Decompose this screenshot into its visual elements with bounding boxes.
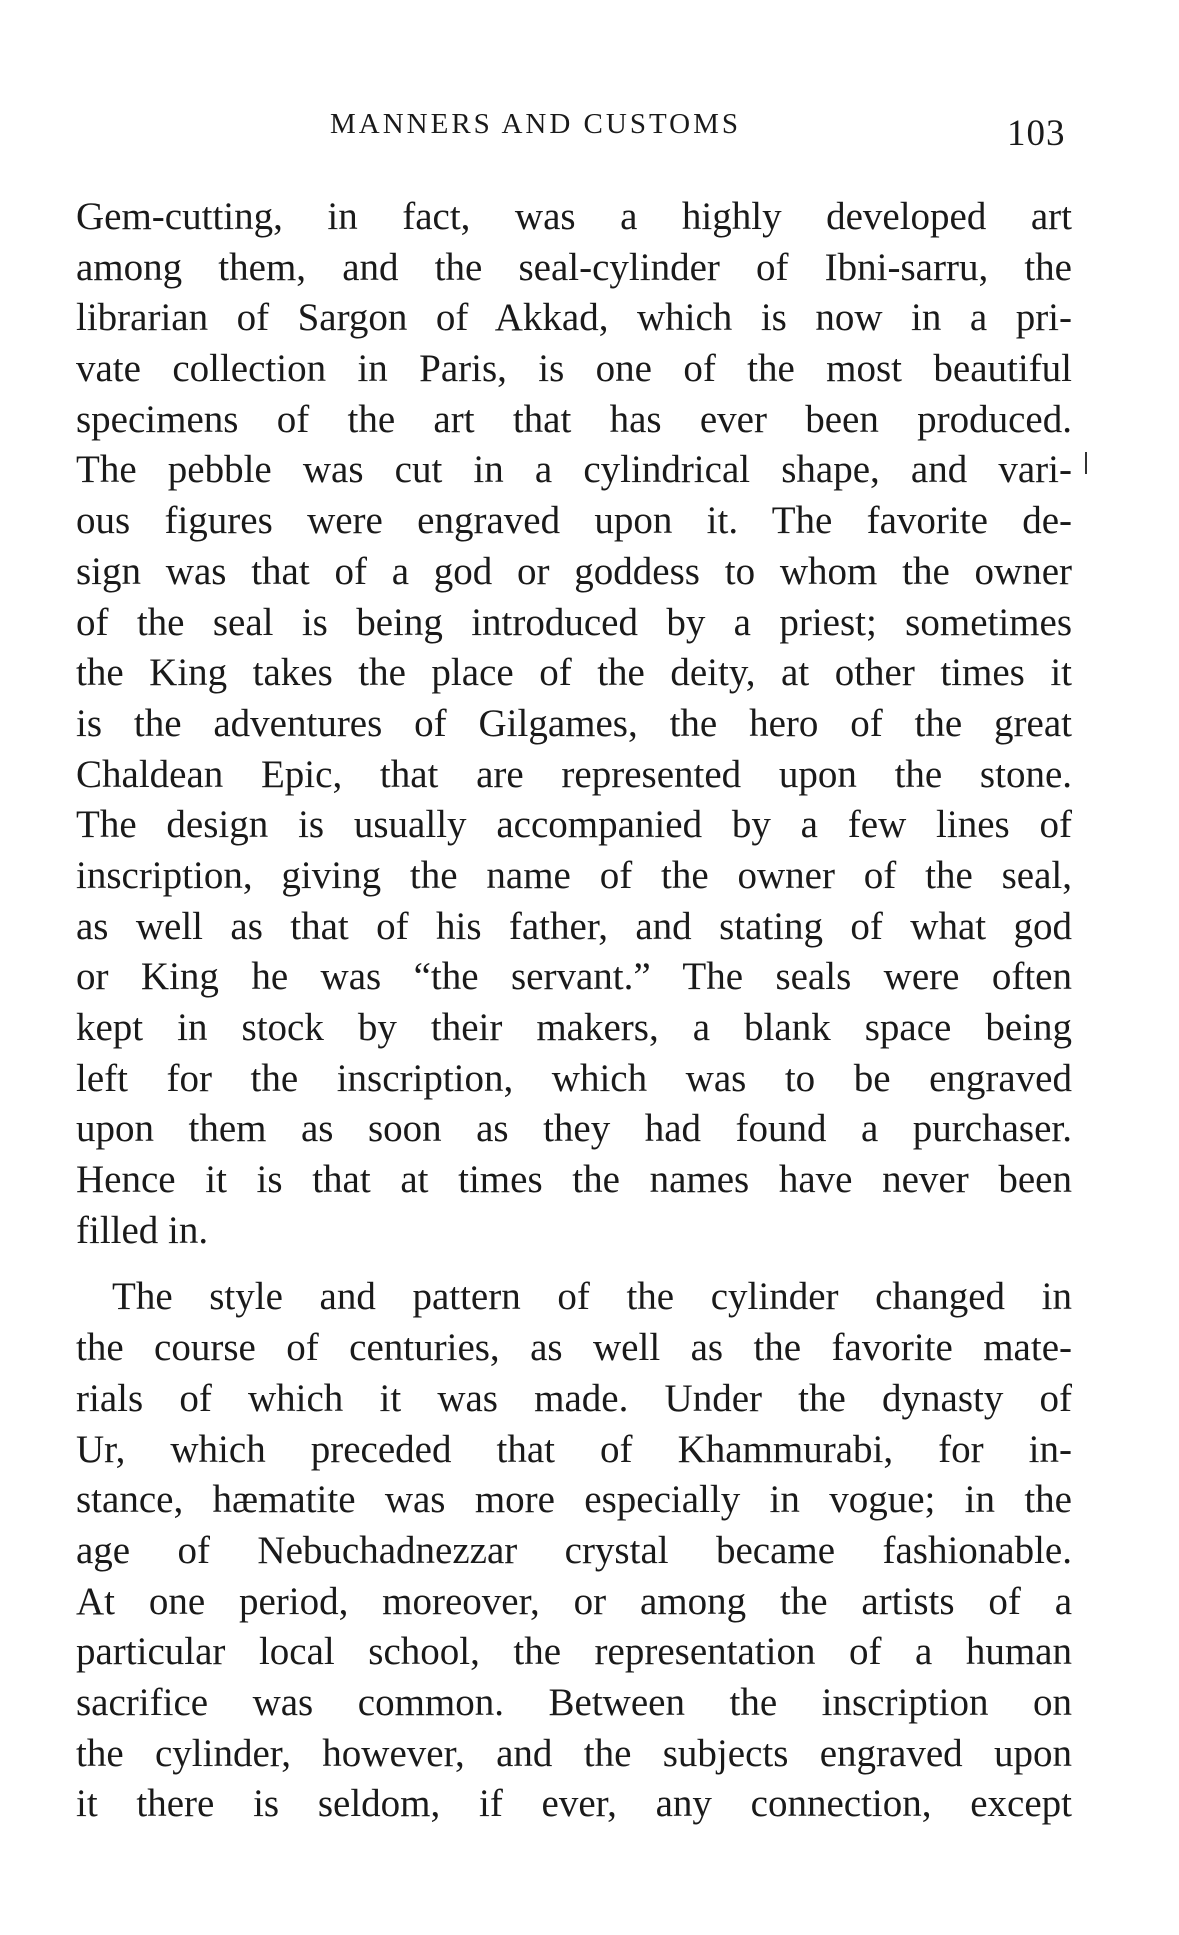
- text-line: The style and pattern of the cylinder changed in: [112, 1275, 1072, 1319]
- text-line: rials of which it was made. Under the dynasty of: [76, 1376, 1072, 1420]
- text-line: upon them as soon as they had found a purchaser.: [76, 1107, 1072, 1151]
- paragraph-gap: [76, 1256, 1072, 1272]
- text-line: of the seal is being introduced by a priest; sometimes: [76, 600, 1072, 644]
- text-line: The pebble was cut in a cylindrical shape, and vari-: [76, 448, 1072, 492]
- text-line: The design is usually accompanied by a few lines of: [76, 803, 1072, 847]
- paragraph-1: [76, 192, 1072, 1256]
- text-line: particular local school, the representation of a human: [76, 1630, 1072, 1674]
- text-line: or King he was “the servant.” The seals were often: [76, 955, 1072, 999]
- paragraph-2: [76, 1272, 1072, 1830]
- text-line: the cylinder, however, and the subjects engraved upon: [76, 1731, 1072, 1775]
- text-line: Gem-cutting, in fact, was a highly developed art: [76, 195, 1072, 238]
- text-line: the King takes the place of the deity, at other times it: [76, 651, 1072, 695]
- text-line: sign was that of a god or goddess to whom the owner: [76, 549, 1072, 593]
- text-line: inscription, giving the name of the owner of the seal,: [76, 853, 1072, 897]
- text-line: left for the inscription, which was to be engraved: [76, 1056, 1072, 1100]
- text-line: as well as that of his father, and stating of what god: [76, 904, 1072, 948]
- text-line: among them, and the seal-cylinder of Ibni-sarru, the: [76, 245, 1072, 289]
- text-line: filled in.: [76, 1208, 209, 1252]
- text-line: Hence it is that at times the names have never been: [76, 1158, 1072, 1202]
- text-line: ous figures were engraved upon it. The favorite de-: [76, 499, 1072, 543]
- text-line: it there is seldom, if ever, any connection, except: [76, 1782, 1072, 1826]
- running-head: MANNERS AND CUSTOMS: [330, 108, 741, 140]
- text-line: vate collection in Paris, is one of the most beautiful: [76, 347, 1072, 391]
- text-line: librarian of Sargon of Akkad, which is now in a pri-: [76, 296, 1072, 340]
- text-line: the course of centuries, as well as the favorite mate-: [76, 1326, 1072, 1370]
- text-line: kept in stock by their makers, a blank space being: [76, 1006, 1072, 1049]
- text-line: Chaldean Epic, that are represented upon the stone.: [76, 752, 1072, 796]
- text-line: Ur, which preceded that of Khammurabi, for in-: [76, 1427, 1072, 1471]
- page-number: 103: [1007, 113, 1066, 154]
- text-line: stance, hæmatite was more especially in vogue; in the: [76, 1478, 1072, 1522]
- text-line: At one period, moreover, or among the artists of a: [76, 1579, 1072, 1623]
- page-body: [76, 192, 1072, 1830]
- margin-mark: [1085, 452, 1087, 474]
- text-line: specimens of the art that has ever been produced.: [76, 397, 1072, 441]
- text-line: is the adventures of Gilgames, the hero of the great: [76, 701, 1072, 745]
- text-line: sacrifice was common. Between the inscription on: [76, 1680, 1072, 1724]
- text-line: age of Nebuchadnezzar crystal became fashionable.: [76, 1528, 1072, 1572]
